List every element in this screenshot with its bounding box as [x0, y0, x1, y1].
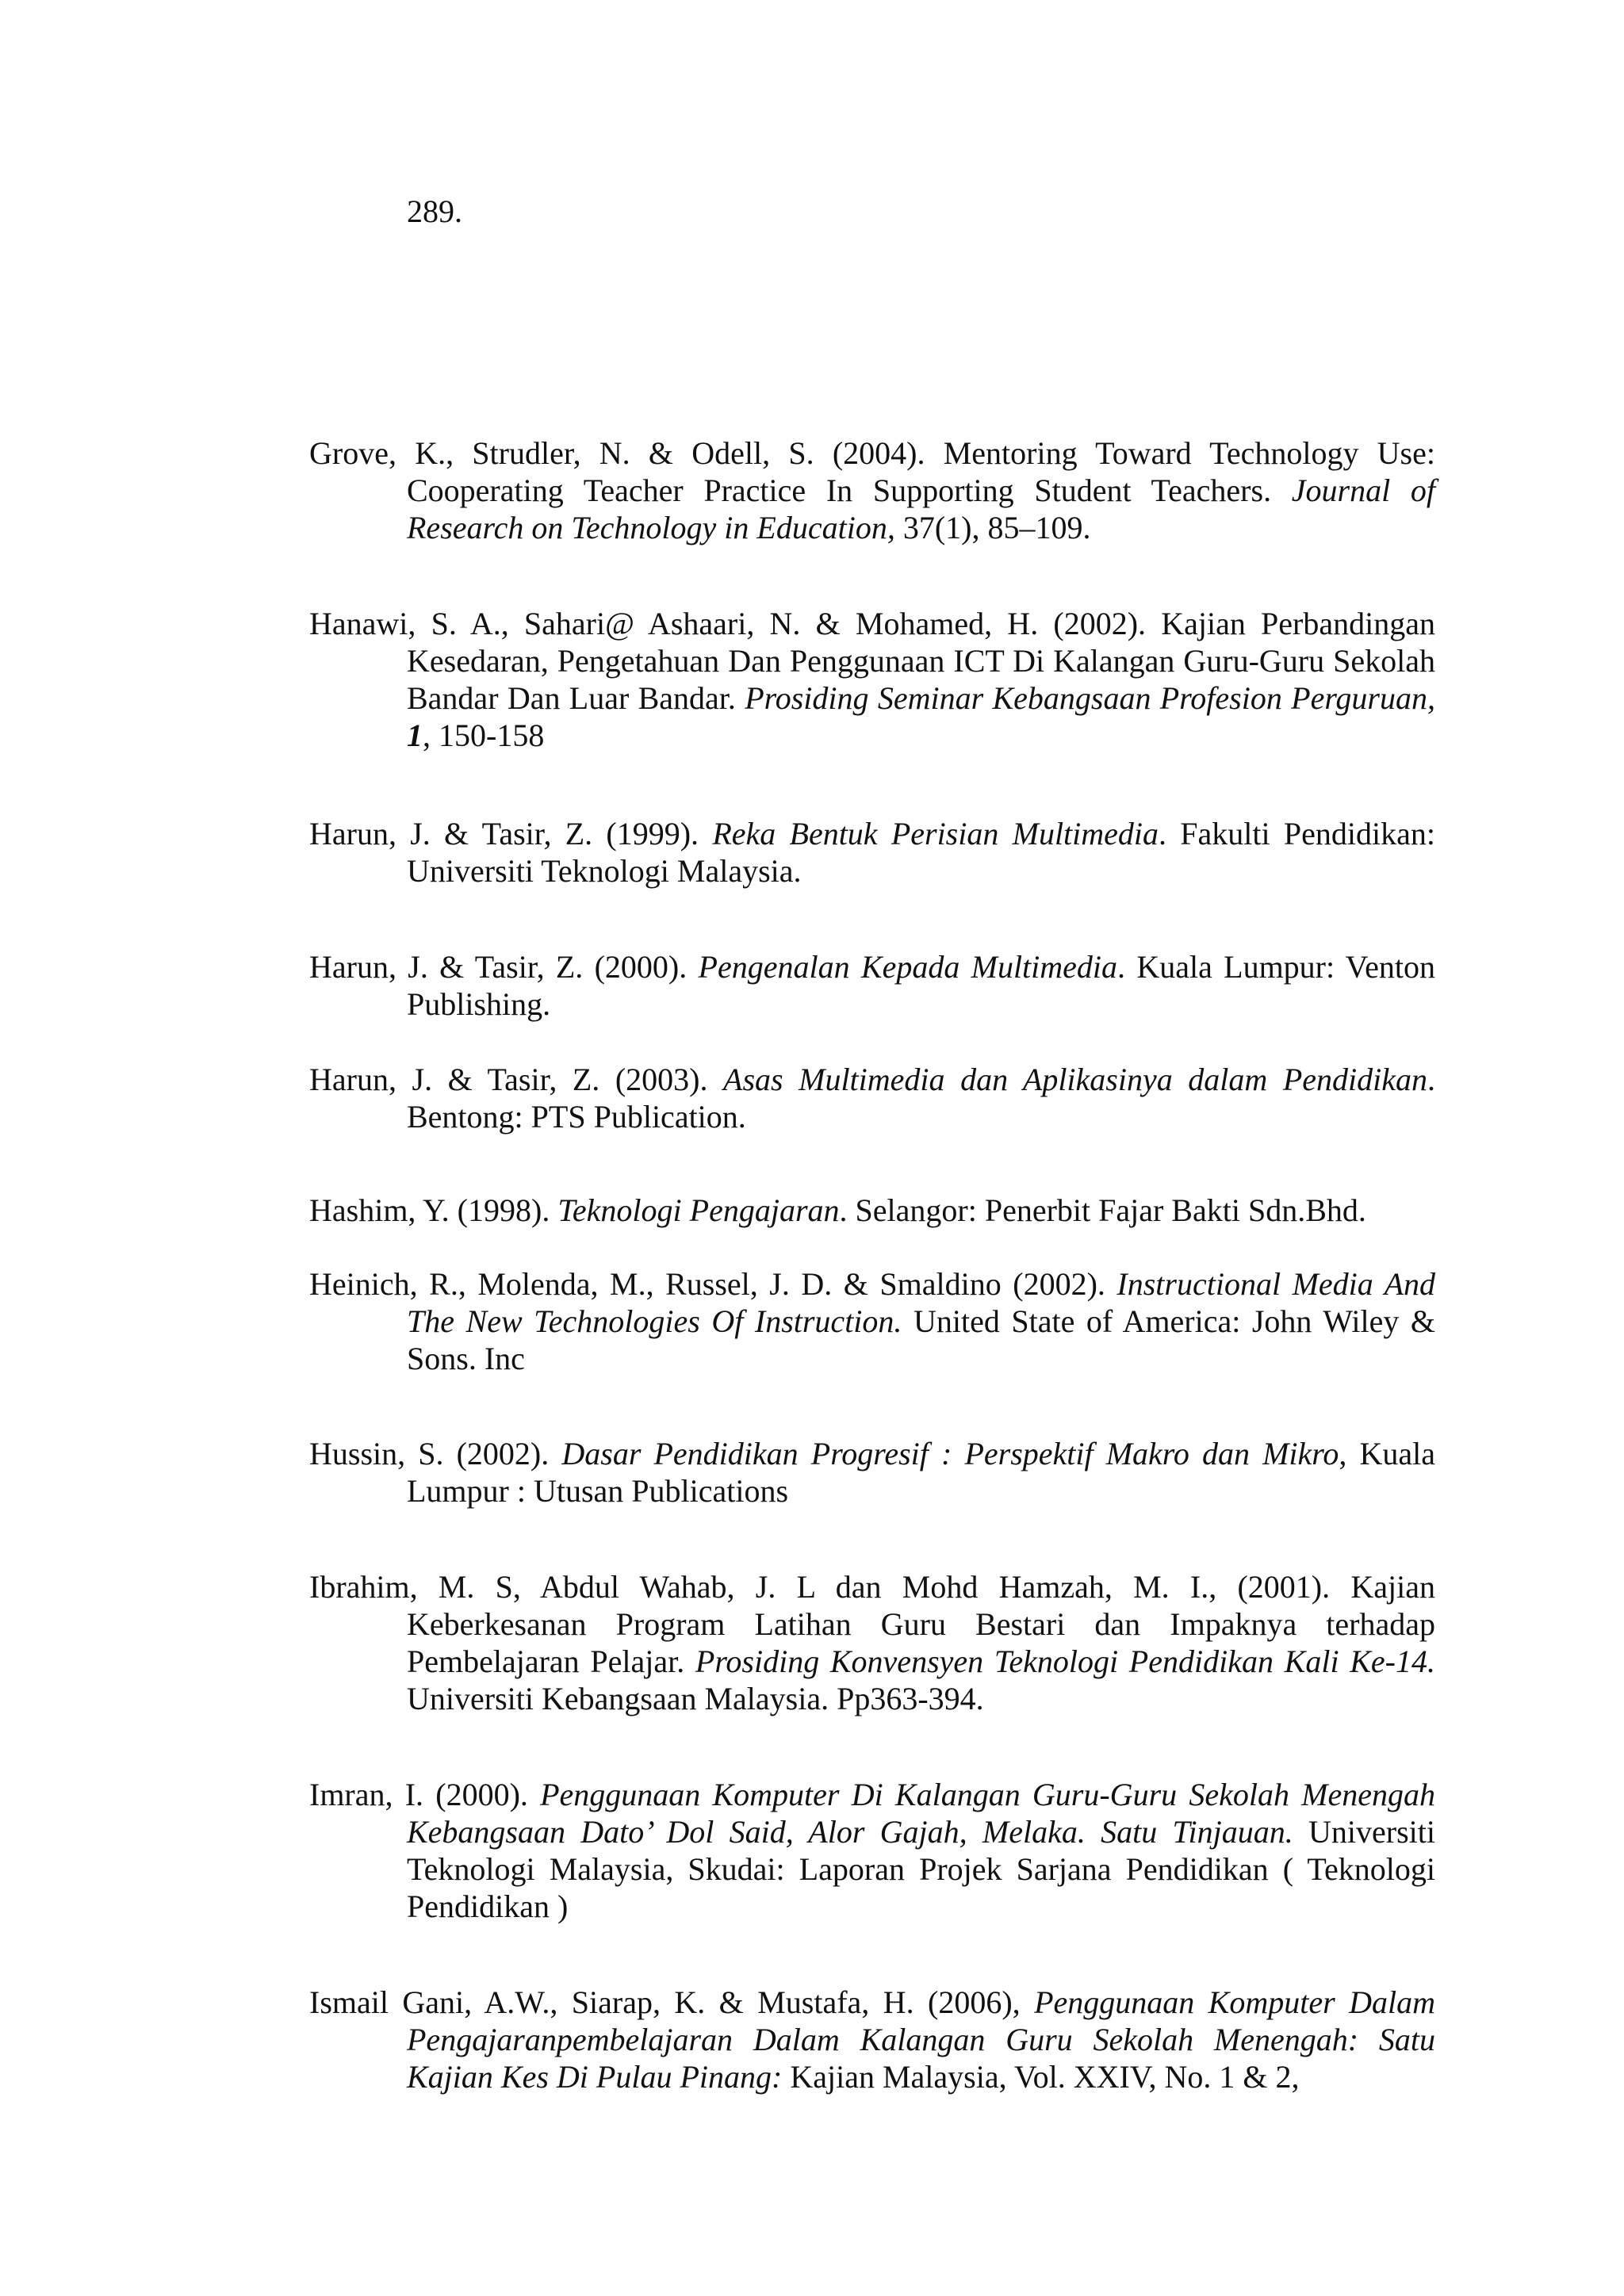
reference-entry — [309, 1061, 1435, 1135]
reference-source-title: Penggunaan Komputer Di Kalangan Guru-Guru Sekolah Menengah Kebangsaan Dato’ Dol Said, Alor Gajah, Melaka. Satu Tinjauan. — [407, 1777, 1435, 1850]
reference-details: Kajian Malaysia, Vol. XXIV, No. 1 & 2, — [782, 2059, 1300, 2095]
reference-details: Universiti Kebangsaan Malaysia. Pp363-394. — [407, 1681, 984, 1716]
reference-details: , Kuala Lumpur : Utusan Publications — [407, 1436, 1435, 1509]
reference-entry — [309, 1192, 1435, 1229]
reference-entry — [309, 434, 1435, 546]
reference-entry — [309, 1776, 1435, 1925]
reference-source-title: Reka Bentuk Perisian Multimedia — [712, 816, 1159, 851]
reference-entry — [309, 1568, 1435, 1717]
reference-source-title: Prosiding Konvensyen Teknologi Pendidikan Kali Ke-14. — [695, 1644, 1435, 1679]
reference-text: Harun, J. & Tasir, Z. (2000). — [309, 949, 699, 985]
reference-source-title: Journal of Research on Technology in Education, — [407, 473, 1435, 545]
page-number: 289. — [407, 193, 462, 229]
reference-text: Harun, J. & Tasir, Z. (1999). — [309, 816, 713, 851]
reference-text: Grove, K., Strudler, N. & Odell, S. (2004). Mentoring Toward Technology Use: Cooperating Teacher Practice In Supporting Student Teachers. — [309, 435, 1435, 508]
reference-entry — [309, 1984, 1435, 2095]
reference-entry — [309, 605, 1435, 754]
reference-source-title: Instructional Media And The New Technologies Of Instruction. — [407, 1266, 1436, 1339]
reference-source-title: Penggunaan Komputer Dalam Pengajaranpembelajaran Dalam Kalangan Guru Sekolah Menengah: Satu Kajian Kes Di Pulau Pinang: — [407, 1984, 1435, 2095]
reference-volume: 1 — [407, 718, 423, 753]
reference-source-title: Pengenalan Kepada Multimedia — [698, 949, 1118, 985]
reference-text: Imran, I. (2000). — [309, 1777, 541, 1812]
reference-entry — [309, 948, 1435, 1023]
reference-entry — [309, 1265, 1435, 1377]
reference-text: Harun, J. & Tasir, Z. (2003). — [309, 1062, 724, 1097]
reference-source-title: Asas Multimedia dan Aplikasinya dalam Pendidikan — [723, 1062, 1427, 1097]
reference-entry — [309, 1435, 1435, 1510]
reference-details: United State of America: John Wiley & Sons. Inc — [407, 1303, 1435, 1376]
reference-text: Hanawi, S. A., Sahari@ Ashaari, N. & Mohamed, H. (2002). Kajian Perbandingan Kesedaran, Pengetahuan Dan Penggunaan ICT Di Kalangan Guru-Guru Sekolah Bandar Dan Luar Bandar. — [309, 606, 1435, 716]
reference-entry — [309, 815, 1435, 890]
reference-details: 37(1), 85–109. — [894, 510, 1091, 545]
reference-source-title: Teknologi Pengajaran — [557, 1192, 840, 1228]
reference-details: Universiti Teknologi Malaysia, Skudai: Laporan Projek Sarjana Pendidikan ( Teknologi Pendidikan ) — [407, 1814, 1436, 1924]
reference-text: Ibrahim, M. S, Abdul Wahab, J. L dan Mohd Hamzah, M. I., (2001). Kajian Keberkesanan Program Latihan Guru Bestari dan Impaknya terhadap Pembelajaran Pelajar. — [309, 1569, 1435, 1679]
reference-details: , 150-158 — [423, 718, 545, 753]
reference-text: Ismail Gani, A.W., Siarap, K. & Mustafa, H. (2006), — [309, 1984, 1035, 2020]
reference-details: . Fakulti Pendidikan: Universiti Teknologi Malaysia. — [407, 816, 1435, 889]
reference-text: Hussin, S. (2002). — [309, 1436, 562, 1471]
reference-text: Heinich, R., Molenda, M., Russel, J. D. & Smaldino (2002). — [309, 1266, 1117, 1302]
reference-details: . Bentong: PTS Publication. — [407, 1062, 1435, 1135]
reference-source-title: Prosiding Seminar Kebangsaan Profesion Perguruan, — [745, 680, 1435, 716]
reference-text: Hashim, Y. (1998). — [309, 1192, 558, 1228]
reference-source-title: Dasar Pendidikan Progresif : Perspektif Makro dan Mikro — [561, 1436, 1339, 1471]
reference-details: . Selangor: Penerbit Fajar Bakti Sdn.Bhd. — [839, 1192, 1366, 1228]
reference-details: . Kuala Lumpur: Venton Publishing. — [407, 949, 1436, 1022]
